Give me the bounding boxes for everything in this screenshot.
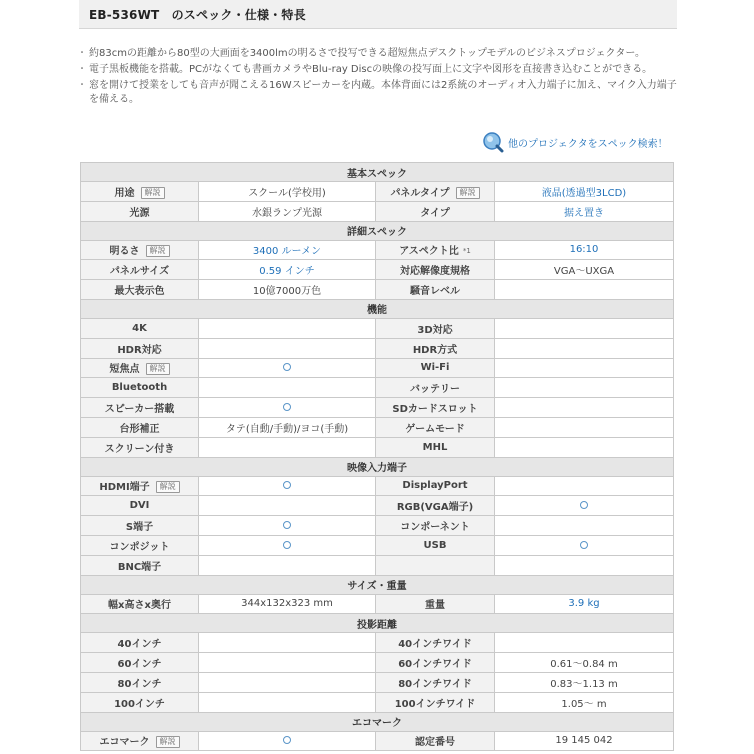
supported-mark-icon bbox=[283, 403, 291, 411]
section-title: 基本スペック bbox=[81, 163, 674, 182]
spec-value-cell bbox=[199, 201, 376, 221]
spec-label-cell bbox=[81, 318, 199, 338]
spec-label-cell bbox=[376, 653, 495, 673]
spec-row bbox=[81, 692, 674, 712]
spec-value-cell bbox=[495, 358, 674, 378]
spec-label: 短焦点 bbox=[109, 364, 140, 376]
spec-label-cell bbox=[376, 318, 495, 338]
spec-row bbox=[81, 201, 674, 221]
spec-value-cell bbox=[495, 260, 674, 280]
spec-label-cell bbox=[81, 633, 199, 653]
spec-label-cell bbox=[376, 280, 495, 300]
spec-label-cell bbox=[81, 692, 199, 712]
section-title: サイズ・重量 bbox=[81, 575, 674, 594]
spec-value-link[interactable]: 液晶(透過型3LCD) bbox=[541, 187, 627, 199]
explanation-badge[interactable]: 解説 bbox=[146, 363, 170, 375]
spec-label: 用途 bbox=[114, 187, 135, 199]
spec-row bbox=[81, 516, 674, 536]
spec-value: 10億7000万色 bbox=[252, 286, 322, 298]
spec-label-cell bbox=[376, 240, 495, 260]
supported-mark-icon bbox=[283, 736, 291, 744]
spec-label: 最大表示色 bbox=[114, 286, 165, 298]
spec-label-cell bbox=[376, 672, 495, 692]
spec-value-cell bbox=[495, 476, 674, 496]
spec-label-cell bbox=[81, 201, 199, 221]
spec-value-cell bbox=[495, 398, 674, 418]
spec-row bbox=[81, 417, 674, 437]
section-header bbox=[81, 299, 674, 318]
spec-row bbox=[81, 731, 674, 751]
spec-label-cell bbox=[81, 672, 199, 692]
spec-label-cell bbox=[376, 731, 495, 751]
feature-item: ・ 電子黒板機能を搭載。PCがなくても書画カメラやBlu-ray Discの映像の投写面上に文字や図形を直接書き込むことができる。 bbox=[79, 63, 677, 77]
spec-label: スピーカー搭載 bbox=[104, 404, 175, 416]
spec-value-cell bbox=[495, 731, 674, 751]
spec-value-cell bbox=[199, 338, 376, 358]
spec-value-cell bbox=[495, 535, 674, 555]
spec-label-cell bbox=[81, 280, 199, 300]
spec-label: Wi-Fi bbox=[420, 362, 450, 374]
spec-value-cell bbox=[199, 594, 376, 614]
spec-value-cell bbox=[495, 516, 674, 536]
spec-label-cell bbox=[376, 516, 495, 536]
spec-value: VGA～UXGA bbox=[553, 266, 615, 278]
spec-row bbox=[81, 318, 674, 338]
spec-value-cell bbox=[199, 653, 376, 673]
supported-mark-icon bbox=[283, 521, 291, 529]
spec-value-cell bbox=[199, 280, 376, 300]
spec-value-cell bbox=[495, 182, 674, 202]
spec-row bbox=[81, 672, 674, 692]
spec-label-cell bbox=[81, 653, 199, 673]
page-title-bar bbox=[79, 0, 677, 29]
spec-table bbox=[80, 162, 674, 751]
spec-label: 重量 bbox=[425, 600, 445, 612]
spec-label: 明るさ bbox=[109, 246, 140, 258]
spec-row bbox=[81, 594, 674, 614]
explanation-badge[interactable]: 解説 bbox=[156, 481, 180, 493]
supported-mark-icon bbox=[283, 363, 291, 371]
spec-value-cell bbox=[495, 201, 674, 221]
spec-value-cell bbox=[495, 338, 674, 358]
spec-value-cell bbox=[199, 633, 376, 653]
spec-label: USB bbox=[423, 539, 447, 551]
spec-label-cell bbox=[81, 398, 199, 418]
spec-label-cell bbox=[376, 633, 495, 653]
section-title: 映像入力端子 bbox=[81, 457, 674, 476]
spec-value-cell bbox=[495, 437, 674, 457]
spec-label: コンポーネント bbox=[400, 522, 470, 534]
spec-label-cell bbox=[81, 535, 199, 555]
spec-value-cell bbox=[495, 378, 674, 398]
spec-value-cell bbox=[199, 535, 376, 555]
spec-label: 対応解像度規格 bbox=[400, 266, 470, 278]
spec-value-cell bbox=[199, 398, 376, 418]
spec-value-cell bbox=[495, 692, 674, 712]
spec-label: RGB(VGA端子) bbox=[396, 502, 474, 514]
spec-label-cell bbox=[81, 437, 199, 457]
section-header bbox=[81, 575, 674, 594]
spec-label-cell bbox=[376, 476, 495, 496]
spec-label: 台形補正 bbox=[119, 423, 160, 435]
spec-label-cell bbox=[376, 555, 495, 575]
spec-label-cell bbox=[81, 358, 199, 378]
spec-row bbox=[81, 496, 674, 516]
spec-label-cell bbox=[376, 182, 495, 202]
spec-label: HDR方式 bbox=[412, 344, 458, 356]
spec-value: スクール(学校用) bbox=[248, 187, 326, 199]
spec-row bbox=[81, 182, 674, 202]
feature-item: ・ 窓を開けて授業をしても音声が聞こえる16Wスピーカーを内蔵。本体背面には2系統のオーディオ入力端子に加え、マイク入力端子を備える。 bbox=[79, 79, 677, 107]
spec-value-link[interactable]: 3.9 kg bbox=[568, 598, 600, 610]
spec-label: S端子 bbox=[125, 522, 154, 534]
spec-value-cell bbox=[199, 378, 376, 398]
spec-label: 認定番号 bbox=[415, 737, 455, 749]
spec-row bbox=[81, 240, 674, 260]
spec-value-cell bbox=[199, 692, 376, 712]
spec-label: 60インチ bbox=[117, 659, 162, 671]
section-header bbox=[81, 712, 674, 731]
spec-value-link[interactable]: 16:10 bbox=[569, 244, 599, 256]
spec-value: 344x132x323 mm bbox=[241, 598, 333, 610]
spec-value-link[interactable]: 据え置き bbox=[564, 207, 604, 219]
spec-value-cell bbox=[495, 633, 674, 653]
spec-label-cell bbox=[376, 692, 495, 712]
explanation-badge[interactable]: 解説 bbox=[141, 187, 165, 199]
section-title: 詳細スペック bbox=[81, 221, 674, 240]
spec-value-cell bbox=[199, 358, 376, 378]
spec-label: 40インチ bbox=[117, 639, 162, 651]
section-header bbox=[81, 614, 674, 633]
spec-label: 幅x高さx奥行 bbox=[108, 600, 171, 612]
spec-value-cell bbox=[495, 280, 674, 300]
supported-mark-icon bbox=[580, 541, 588, 549]
spec-label-cell bbox=[376, 398, 495, 418]
spec-value-cell bbox=[199, 516, 376, 536]
spec-label: 光源 bbox=[129, 207, 150, 219]
spec-row bbox=[81, 476, 674, 496]
spec-row bbox=[81, 555, 674, 575]
spec-label: Bluetooth bbox=[111, 382, 168, 394]
spec-label-cell bbox=[376, 535, 495, 555]
spec-label-cell bbox=[376, 594, 495, 614]
spec-label: DVI bbox=[129, 500, 150, 512]
explanation-badge[interactable]: 解説 bbox=[456, 187, 480, 199]
supported-mark-icon bbox=[283, 541, 291, 549]
spec-label: 騒音レベル bbox=[410, 286, 460, 298]
spec-label-cell bbox=[81, 476, 199, 496]
spec-label: スクリーン付き bbox=[104, 443, 175, 455]
spec-value-link[interactable]: 0.59 インチ bbox=[259, 266, 315, 278]
spec-label: 4K bbox=[132, 322, 147, 334]
spec-row bbox=[81, 535, 674, 555]
spec-label-cell bbox=[81, 182, 199, 202]
spec-value-cell bbox=[495, 496, 674, 516]
spec-value: タテ(自動/手動)/ヨコ(手動) bbox=[225, 423, 349, 435]
spec-row bbox=[81, 358, 674, 378]
feature-list bbox=[79, 47, 677, 109]
spec-label-cell bbox=[81, 731, 199, 751]
spec-value-cell bbox=[199, 240, 376, 260]
spec-value-link[interactable]: 3400 ルーメン bbox=[252, 246, 322, 258]
spec-value: 0.83～1.13 m bbox=[550, 678, 618, 690]
explanation-badge[interactable]: 解説 bbox=[146, 245, 170, 257]
spec-label-cell bbox=[376, 338, 495, 358]
spec-label-cell bbox=[81, 516, 199, 536]
spec-label: パネルタイプ bbox=[390, 187, 450, 199]
spec-label-cell bbox=[376, 358, 495, 378]
page-title: EB-536WT のスペック・仕様・特長 bbox=[89, 7, 306, 22]
spec-value-cell bbox=[199, 672, 376, 692]
spec-row bbox=[81, 378, 674, 398]
spec-label: コンポジット bbox=[109, 541, 170, 553]
spec-value: 水銀ランプ光源 bbox=[252, 207, 322, 219]
spec-row bbox=[81, 653, 674, 673]
section-header bbox=[81, 163, 674, 182]
spec-value-cell bbox=[199, 731, 376, 751]
spec-label-cell bbox=[81, 417, 199, 437]
spec-value-cell bbox=[495, 594, 674, 614]
spec-value-cell bbox=[495, 653, 674, 673]
spec-label-cell bbox=[376, 378, 495, 398]
spec-label-cell bbox=[376, 260, 495, 280]
spec-label: 100インチ bbox=[114, 698, 165, 710]
spec-value-cell bbox=[199, 260, 376, 280]
spec-value-cell bbox=[495, 555, 674, 575]
spec-value-cell bbox=[199, 437, 376, 457]
spec-label: BNC端子 bbox=[117, 561, 162, 573]
section-title: 投影距離 bbox=[81, 614, 674, 633]
spec-label: タイプ bbox=[420, 207, 450, 219]
spec-value: 19 145 042 bbox=[555, 735, 613, 747]
magnifier-icon bbox=[482, 131, 504, 153]
spec-value-cell bbox=[199, 476, 376, 496]
spec-label-cell bbox=[81, 260, 199, 280]
spec-label: 100インチワイド bbox=[394, 698, 476, 710]
spec-label: HDMI端子 bbox=[99, 482, 150, 494]
explanation-badge[interactable]: 解説 bbox=[156, 736, 180, 748]
spec-label-cell bbox=[81, 240, 199, 260]
spec-label: DisplayPort bbox=[402, 480, 468, 492]
spec-value: 0.61～0.84 m bbox=[550, 659, 618, 671]
spec-row bbox=[81, 398, 674, 418]
supported-mark-icon bbox=[283, 481, 291, 489]
spec-label: 60インチワイド bbox=[398, 659, 472, 671]
spec-value-cell bbox=[495, 318, 674, 338]
spec-label-cell bbox=[81, 338, 199, 358]
spec-label: エコマーク bbox=[99, 737, 150, 749]
spec-row bbox=[81, 260, 674, 280]
spec-value: 1.05～ m bbox=[561, 698, 607, 710]
spec-label-cell bbox=[81, 555, 199, 575]
spec-label: 3D対応 bbox=[417, 324, 453, 336]
spec-label-cell bbox=[376, 201, 495, 221]
section-header bbox=[81, 221, 674, 240]
spec-value-cell bbox=[495, 417, 674, 437]
spec-label: HDR対応 bbox=[117, 344, 162, 356]
spec-label-cell bbox=[81, 496, 199, 516]
spec-label: SDカードスロット bbox=[392, 404, 478, 416]
spec-label-cell bbox=[81, 594, 199, 614]
spec-label-cell bbox=[376, 417, 495, 437]
spec-value-cell bbox=[199, 182, 376, 202]
spec-label: 40インチワイド bbox=[398, 639, 472, 651]
spec-label-cell bbox=[376, 496, 495, 516]
spec-value-cell bbox=[199, 496, 376, 516]
section-title: 機能 bbox=[81, 299, 674, 318]
spec-label-cell bbox=[376, 437, 495, 457]
supported-mark-icon bbox=[580, 501, 588, 509]
spec-label: バッテリー bbox=[410, 384, 460, 396]
footnote-marker: *1 bbox=[462, 247, 471, 256]
spec-label-cell bbox=[81, 378, 199, 398]
spec-search-link[interactable] bbox=[482, 131, 668, 153]
spec-value-cell bbox=[199, 417, 376, 437]
section-header bbox=[81, 457, 674, 476]
spec-row bbox=[81, 633, 674, 653]
spec-label: 80インチワイド bbox=[398, 678, 472, 690]
spec-row bbox=[81, 280, 674, 300]
spec-label: パネルサイズ bbox=[109, 266, 170, 278]
spec-value-cell bbox=[199, 555, 376, 575]
spec-value-cell bbox=[495, 240, 674, 260]
spec-row bbox=[81, 437, 674, 457]
spec-label: 80インチ bbox=[117, 678, 162, 690]
spec-value-cell bbox=[495, 672, 674, 692]
spec-value-cell bbox=[199, 318, 376, 338]
section-title: エコマーク bbox=[81, 712, 674, 731]
spec-search-link-label[interactable]: 他のプロジェクタをスペック検索！ bbox=[508, 138, 668, 150]
spec-label: MHL bbox=[422, 441, 448, 453]
spec-label: ゲームモード bbox=[405, 423, 465, 435]
spec-label: アスペクト比 bbox=[399, 246, 459, 258]
feature-item: ・ 約83cmの距離から80型の大画面を3400lmの明るさで投写できる超短焦点デスクトップモデルのビジネスプロジェクター。 bbox=[79, 47, 677, 61]
spec-row bbox=[81, 338, 674, 358]
